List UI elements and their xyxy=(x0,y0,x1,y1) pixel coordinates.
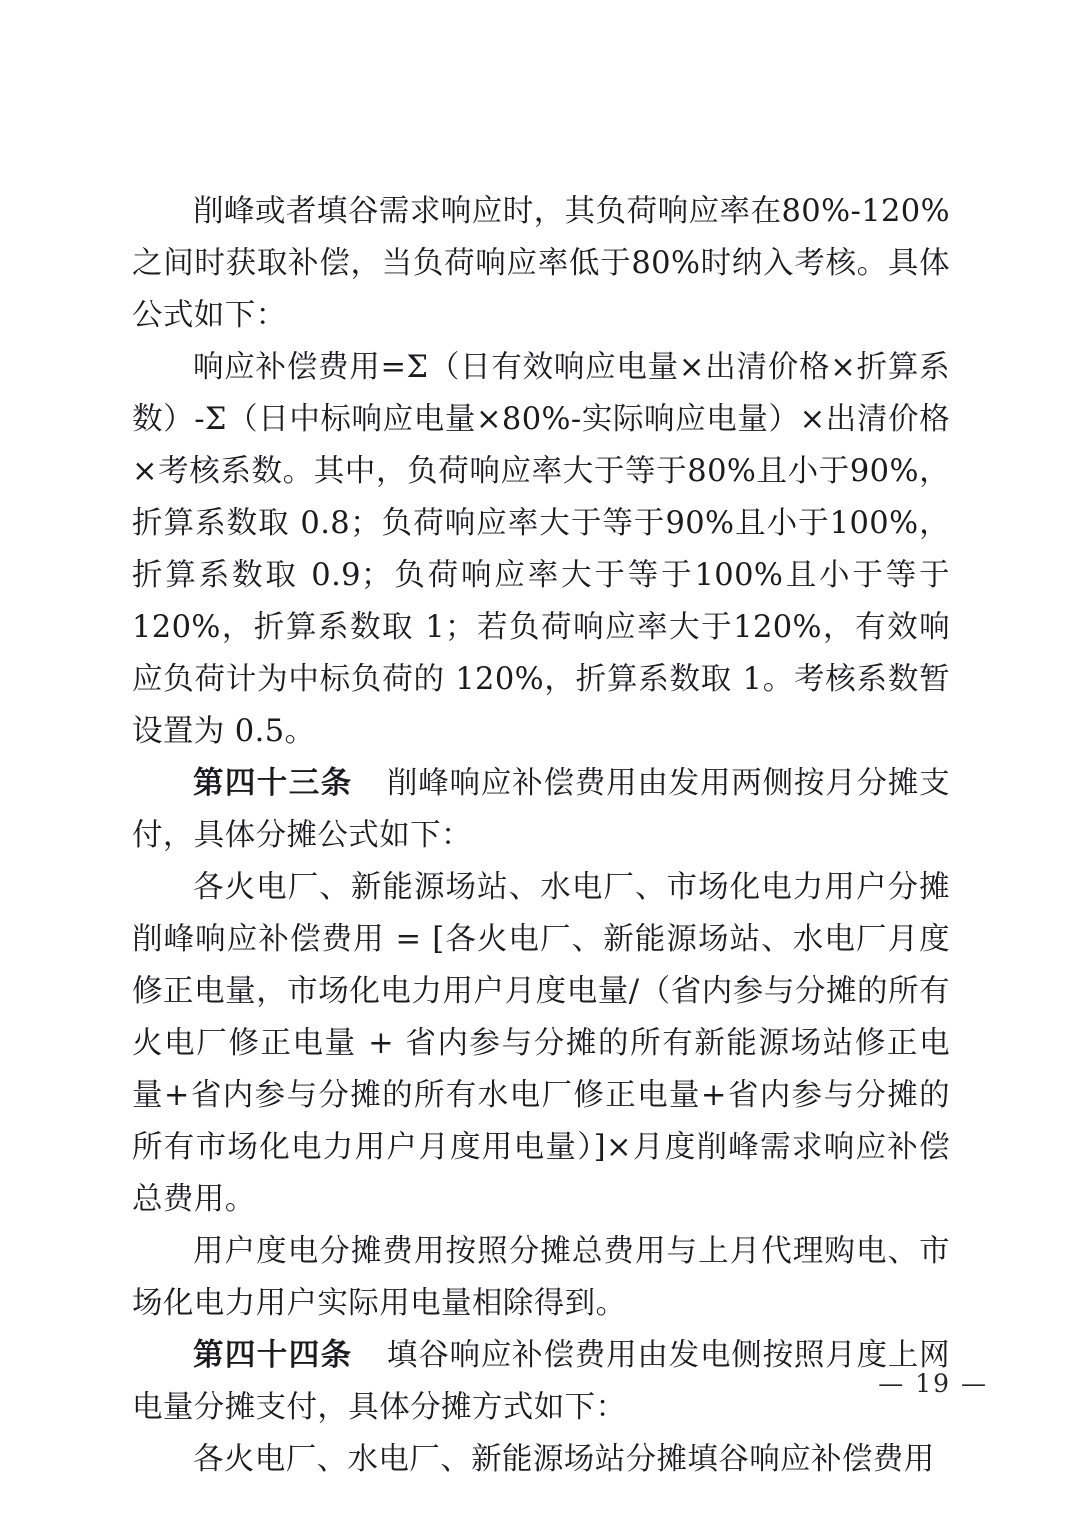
paragraph-response-rate-intro: 削峰或者填谷需求响应时，其负荷响应率在80%-120%之间时获取补偿，当负荷响应率低于80%时纳入考核。具体公式如下： xyxy=(132,194,950,333)
page-number: — 19 — xyxy=(878,1369,988,1398)
paragraph-compensation-formula: 响应补偿费用=Σ（日有效响应电量×出清价格×折算系数）-Σ（日中标响应电量×80%-实际响应电量）×出清价格×考核系数。其中，负荷响应率大于等于80%且小于90%，折算系数取 0.8；负荷响应率大于等于90%且小于100%，折算系数取 0.9；负荷响应率大于等于100%且小于等于120%，折算系数取 1；若负荷响应率大于120%，有效响应负荷计为中标负荷的 120%，折算系数取 1。考核系数暂设置为 0.5。 xyxy=(132,350,950,749)
article-43-text: 削峰响应补偿费用由发用两侧按月分摊支付，具体分摊公式如下： xyxy=(132,766,951,853)
paragraph-article-43 xyxy=(132,758,950,862)
article-44-text: 填谷响应补偿费用由发电侧按照月度上网电量分摊支付，具体分摊方式如下： xyxy=(132,1338,951,1425)
paragraph-peak-shaving-allocation-formula: 各火电厂、新能源场站、水电厂、市场化电力用户分摊削峰响应补偿费用 = [各火电厂、新能源场站、水电厂月度修正电量，市场化电力用户月度电量/（省内参与分摊的所有火电厂修正电量 + 省内参与分摊的所有新能源场站修正电量+省内参与分摊的所有水电厂修正电量+省内参与分摊的所有市场化电力用户月度用电量）]×月度削峰需求响应补偿总费用。 xyxy=(132,870,950,1217)
article-43-label: 第四十三条 xyxy=(193,766,353,801)
article-44-label: 第四十四条 xyxy=(193,1338,353,1373)
paragraph-user-unit-allocation: 用户度电分摊费用按照分摊总费用与上月代理购电、市场化电力用户实际用电量相除得到。 xyxy=(132,1234,950,1321)
paragraph-valley-filling-allocation: 各火电厂、水电厂、新能源场站分摊填谷响应补偿费用 xyxy=(193,1442,935,1477)
document-text-body xyxy=(132,186,950,1486)
paragraph-article-44 xyxy=(132,1330,950,1434)
